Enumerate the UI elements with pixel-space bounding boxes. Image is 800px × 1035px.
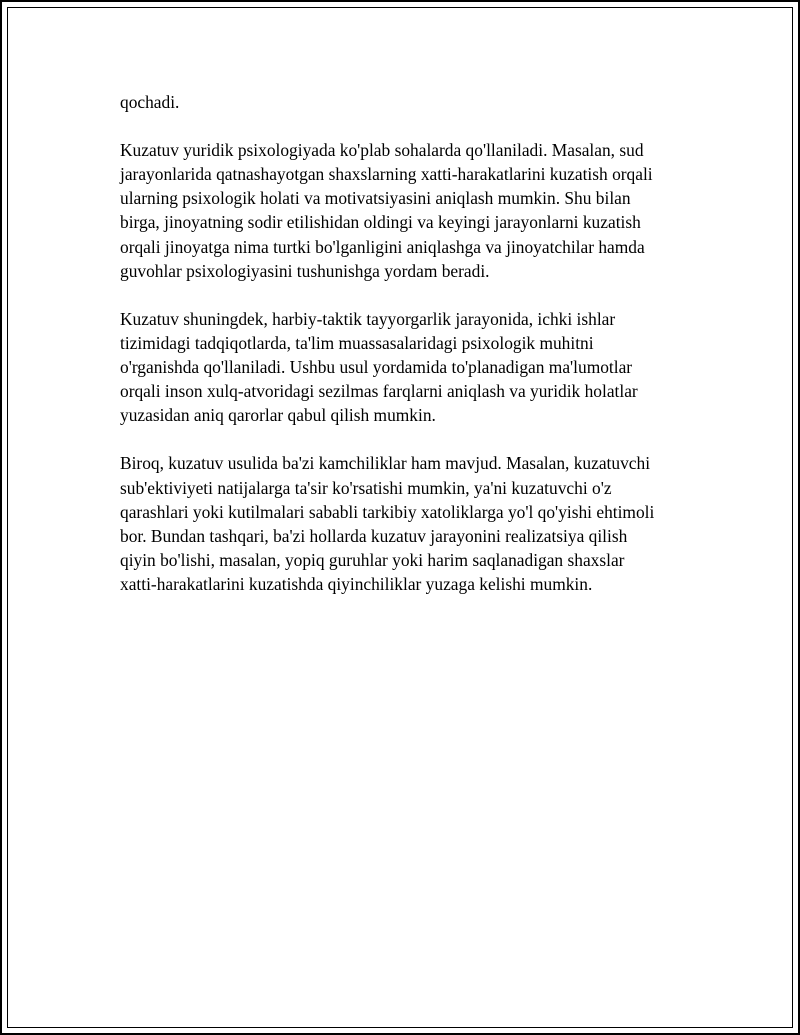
text-line: orqali jinoyatga nima turtki bo'lganligini aniqlashga va jinoyatchilar hamda <box>120 236 645 257</box>
paragraph-4 <box>120 451 720 596</box>
paragraph-2 <box>120 138 720 283</box>
text-line: birga, jinoyatning sodir etilishidan oldingi va keyingi jarayonlarni kuzatish <box>120 212 641 233</box>
text-line: ularning psixologik holati va motivatsiyasini aniqlash mumkin. Shu bilan <box>120 188 631 209</box>
paragraph-1 <box>120 90 720 114</box>
text-line: qochadi. <box>120 92 180 112</box>
text-line: sub'ektiviyeti natijalarga ta'sir ko'rsatishi mumkin, ya'ni kuzatuvchi o'z <box>120 477 612 498</box>
text-line: Biroq, kuzatuv usulida ba'zi kamchiliklar ham mavjud. Masalan, kuzatuvchi <box>120 453 651 474</box>
text-line: Kuzatuv shuningdek, harbiy-taktik tayyorgarlik jarayonida, ichki ishlar <box>120 308 616 329</box>
document-body <box>120 90 720 620</box>
text-line: qiyin bo'lishi, masalan, yopiq guruhlar yoki harim saqlanadigan shaxslar <box>120 549 625 570</box>
text-line: yuzasidan aniq qarorlar qabul qilish mumkin. <box>120 405 436 426</box>
text-line: bor. Bundan tashqari, ba'zi hollarda kuzatuv jarayonini realizatsiya qilish <box>120 525 628 546</box>
text-line: Kuzatuv yuridik psixologiyada ko'plab sohalarda qo'llaniladi. Masalan, sud <box>120 140 644 161</box>
text-line: o'rganishda qo'llaniladi. Ushbu usul yordamida to'planadigan ma'lumotlar <box>120 357 633 378</box>
text-line: qarashlari yoki kutilmalari sababli tarkibiy xatoliklarga yo'l qo'yishi ehtimoli <box>120 501 655 522</box>
text-line: tizimidagi tadqiqotlarda, ta'lim muassasalaridagi psixologik muhitni <box>120 332 594 353</box>
text-line: guvohlar psixologiyasini tushunishga yordam beradi. <box>120 260 490 281</box>
text-line: jarayonlarida qatnashayotgan shaxslarning xatti-harakatlarini kuzatish orqali <box>120 164 653 185</box>
text-line: xatti-harakatlarini kuzatishda qiyinchiliklar yuzaga kelishi mumkin. <box>120 573 593 594</box>
paragraph-3 <box>120 307 720 427</box>
text-line: orqali inson xulq-atvoridagi sezilmas farqlarni aniqlash va yuridik holatlar <box>120 381 638 402</box>
